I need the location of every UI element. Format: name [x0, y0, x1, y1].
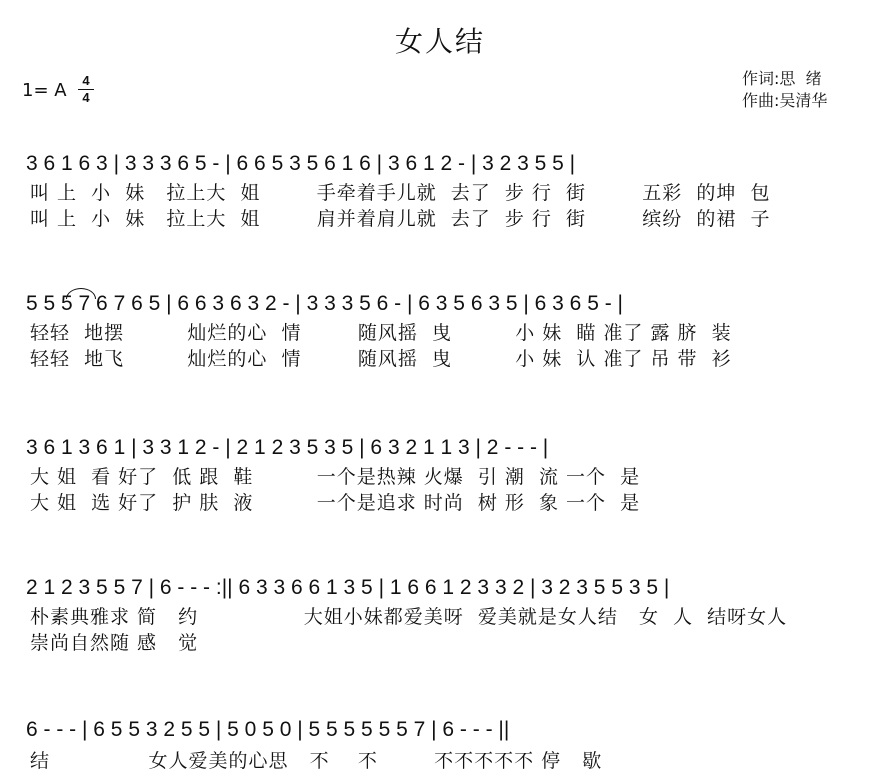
lyrics-verse-2: 叫 上 小 妹 拉上大 姐 肩并着肩儿就 去了 步 行 街 缤纷 的裙 子	[30, 208, 771, 230]
lyricist-credit: 作词:思 绪	[742, 69, 822, 88]
lyrics-verse-2: 轻轻 地飞 灿烂的心 情 随风摇 曳 小 妹 认 准了 吊 带 衫	[30, 348, 732, 370]
composer-credit: 作曲:吴清华	[742, 91, 828, 110]
lyrics-verse-1: 大 姐 看 好了 低 跟 鞋 一个是热辣 火爆 引 潮 流 一个 是	[30, 466, 641, 488]
lyrics-verse-1: 叫 上 小 妹 拉上大 姐 手牵着手儿就 去了 步 行 街 五彩 的坤 包	[30, 182, 771, 204]
notation-line: 3 6 1 3 6 1 | 3 3 1 2 - | 2 1 2 3 5 3 5 | 6 3 2 1 1 3 | 2 - - - |	[26, 436, 549, 459]
notation-line: 5 5 5 7 6 7 6 5 | 6 6 3 6 3 2 - | 3 3 3 5 6 - | 6 3 5 6 3 5 | 6 3 6 5 - |	[26, 292, 623, 315]
key-signature: 1= A	[22, 80, 67, 101]
time-signature	[78, 74, 94, 105]
lyrics-verse-1: 朴素典雅求 简 约 大姐小妹都爱美呀 爱美就是女人结 女 人 结呀女人	[30, 606, 788, 628]
time-signature-top: 4	[82, 73, 90, 88]
lyrics-verse-1: 结 女人爱美的心思 不 不 不不不不不 停 歇	[30, 750, 603, 772]
time-signature-bottom: 4	[82, 90, 90, 105]
notation-line: 3 6 1 6 3 | 3 3 3 6 5 - | 6 6 5 3 5 6 1 6 | 3 6 1 2 - | 3 2 3 5 5 |	[26, 152, 576, 175]
lyrics-verse-1: 轻轻 地摆 灿烂的心 情 随风摇 曳 小 妹 瞄 准了 露 脐 装	[30, 322, 732, 344]
song-title: 女人结	[394, 25, 485, 58]
lyrics-verse-2: 崇尚自然随 感 觉	[30, 632, 199, 654]
lyrics-verse-2: 大 姐 选 好了 护 肤 液 一个是追求 时尚 树 形 象 一个 是	[30, 492, 641, 514]
notation-line: 2 1 2 3 5 5 7 | 6 - - - :|| 6 3 3 6 6 1 3 5 | 1 6 6 1 2 3 3 2 | 3 2 3 5 5 3 5 |	[26, 576, 670, 599]
notation-line: 6 - - - | 6 5 5 3 2 5 5 | 5 0 5 0 | 5 5 5 5 5 5 7 | 6 - - - ||	[26, 718, 510, 741]
